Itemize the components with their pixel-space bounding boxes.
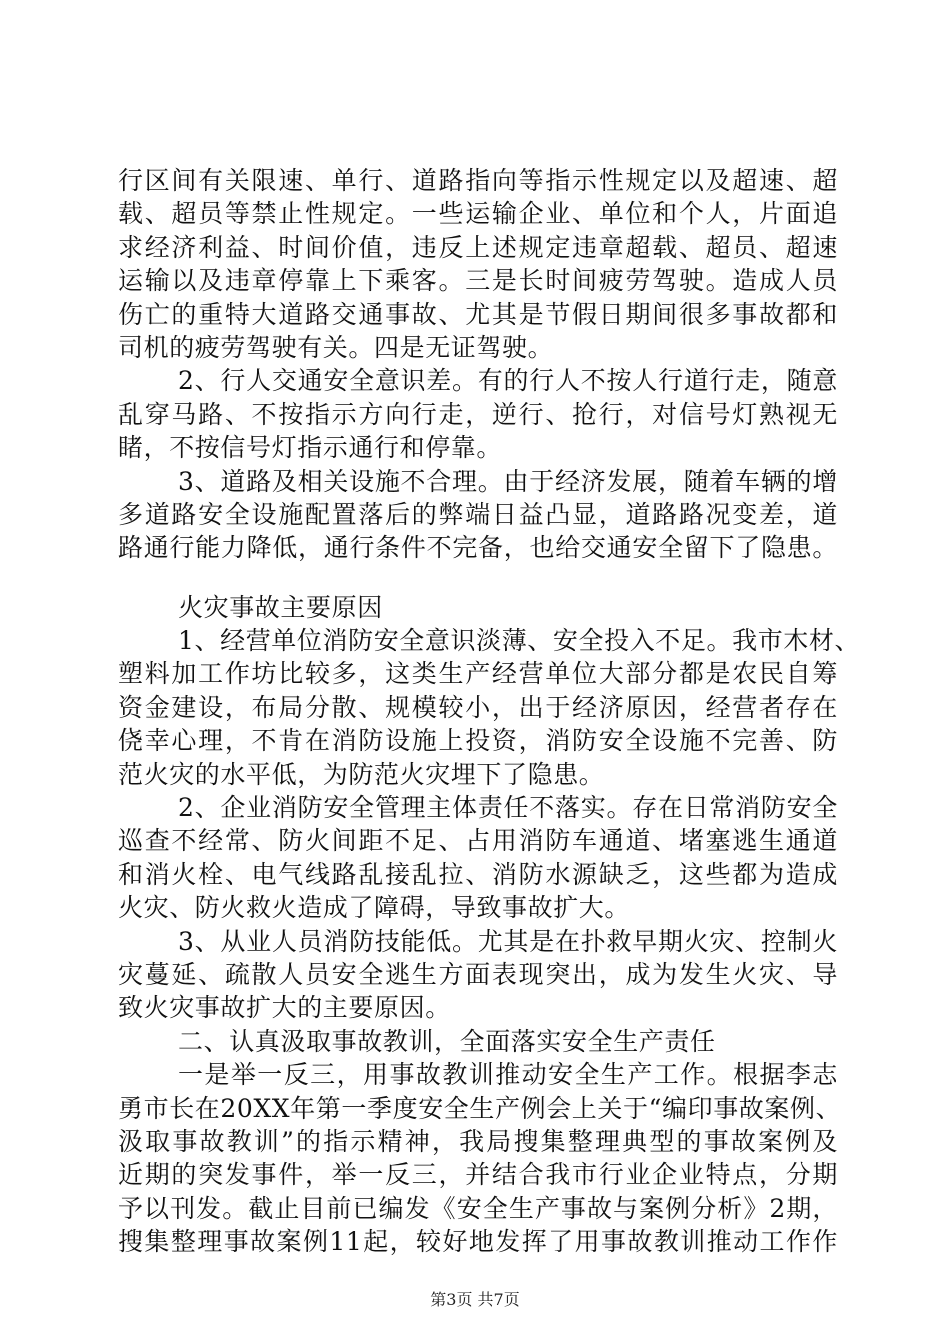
text-line: 路通行能力降低，通行条件不完备，也给交通安全留下了隐患。 (118, 533, 838, 563)
text-line: 勇市长在20XX年第一季度安全生产例会上关于“编印事故案例、 (118, 1093, 842, 1123)
text-line: 侥幸心理，不肯在消防设施上投资，消防安全设施不完善、防 (118, 726, 838, 756)
text-line: 范火灾的水平低，为防范火灾埋下了隐患。 (118, 759, 605, 789)
text-line: 资金建设，布局分散、规模较小，出于经济原因，经营者存在 (118, 692, 838, 722)
paragraph-start-line: 2、企业消防安全管理主体责任不落实。存在日常消防安全 (178, 793, 838, 823)
text-line: 多道路安全设施配置落后的弊端日益凸显，道路路况变差，道 (118, 499, 838, 529)
paragraph-gap (118, 565, 838, 591)
text-line: 搜集整理事故案例11起，较好地发挥了用事故教训推动工作作 (118, 1227, 838, 1257)
text-line: 伤亡的重特大道路交通事故、尤其是节假日期间很多事故都和 (118, 299, 838, 329)
section-heading: 二、认真汲取事故教训，全面落实安全生产责任 (178, 1026, 716, 1056)
text-line: 予以刊发。截止目前已编发《安全生产事故与案例分析》2期， (118, 1193, 838, 1223)
text-line: 塑料加工作坊比较多，这类生产经营单位大部分都是农民自筹 (118, 659, 838, 689)
document-body (118, 164, 861, 1259)
text-line: 致火灾事故扩大的主要原因。 (118, 993, 451, 1023)
text-line: 载、超员等禁止性规定。一些运输企业、单位和个人，片面追 (118, 199, 838, 229)
text-line: 汲取事故教训”的指示精神，我局搜集整理典型的事故案例及 (118, 1126, 838, 1156)
text-line: 行区间有关限速、单行、道路指向等指示性规定以及超速、超 (118, 166, 838, 195)
paragraph-start-line: 2、行人交通安全意识差。有的行人不按人行道行走，随意 (178, 366, 838, 396)
text-line: 求经济利益、时间价值，违反上述规定违章超载、超员、超速 (118, 232, 838, 262)
paragraph-start-line: 一是举一反三，用事故教训推动安全生产工作。根据李志 (178, 1060, 838, 1090)
text-line: 灾蔓延、疏散人员安全逃生方面表现突出，成为发生火灾、导 (118, 959, 838, 989)
paragraph-start-line: 1、经营单位消防安全意识淡薄、安全投入不足。我市木材、 (178, 626, 861, 656)
text-line: 睹，不按信号灯指示通行和停靠。 (118, 433, 503, 463)
text-line: 火灾、防火救火造成了障碍，导致事故扩大。 (118, 893, 631, 923)
text-line: 和消火栓、电气线路乱接乱拉、消防水源缺乏，这些都为造成 (118, 859, 838, 889)
text-line: 司机的疲劳驾驶有关。四是无证驾驶。 (118, 332, 554, 362)
text-line: 近期的突发事件，举一反三，并结合我市行业企业特点，分期 (118, 1160, 838, 1190)
page-number-footer: 第3页 共7页 (430, 1290, 520, 1309)
text-line: 乱穿马路、不按指示方向行走，逆行、抢行，对信号灯熟视无 (118, 399, 838, 429)
section-heading: 火灾事故主要原因 (178, 592, 383, 622)
paragraph-start-line: 3、道路及相关设施不合理。由于经济发展，随着车辆的增 (178, 466, 838, 496)
text-line: 运输以及违章停靠上下乘客。三是长时间疲劳驾驶。造成人员 (118, 266, 838, 296)
text-line: 巡查不经常、防火间距不足、占用消防车通道、堵塞逃生通道 (118, 826, 838, 856)
paragraph-start-line: 3、从业人员消防技能低。尤其是在扑救早期火灾、控制火 (178, 926, 838, 956)
